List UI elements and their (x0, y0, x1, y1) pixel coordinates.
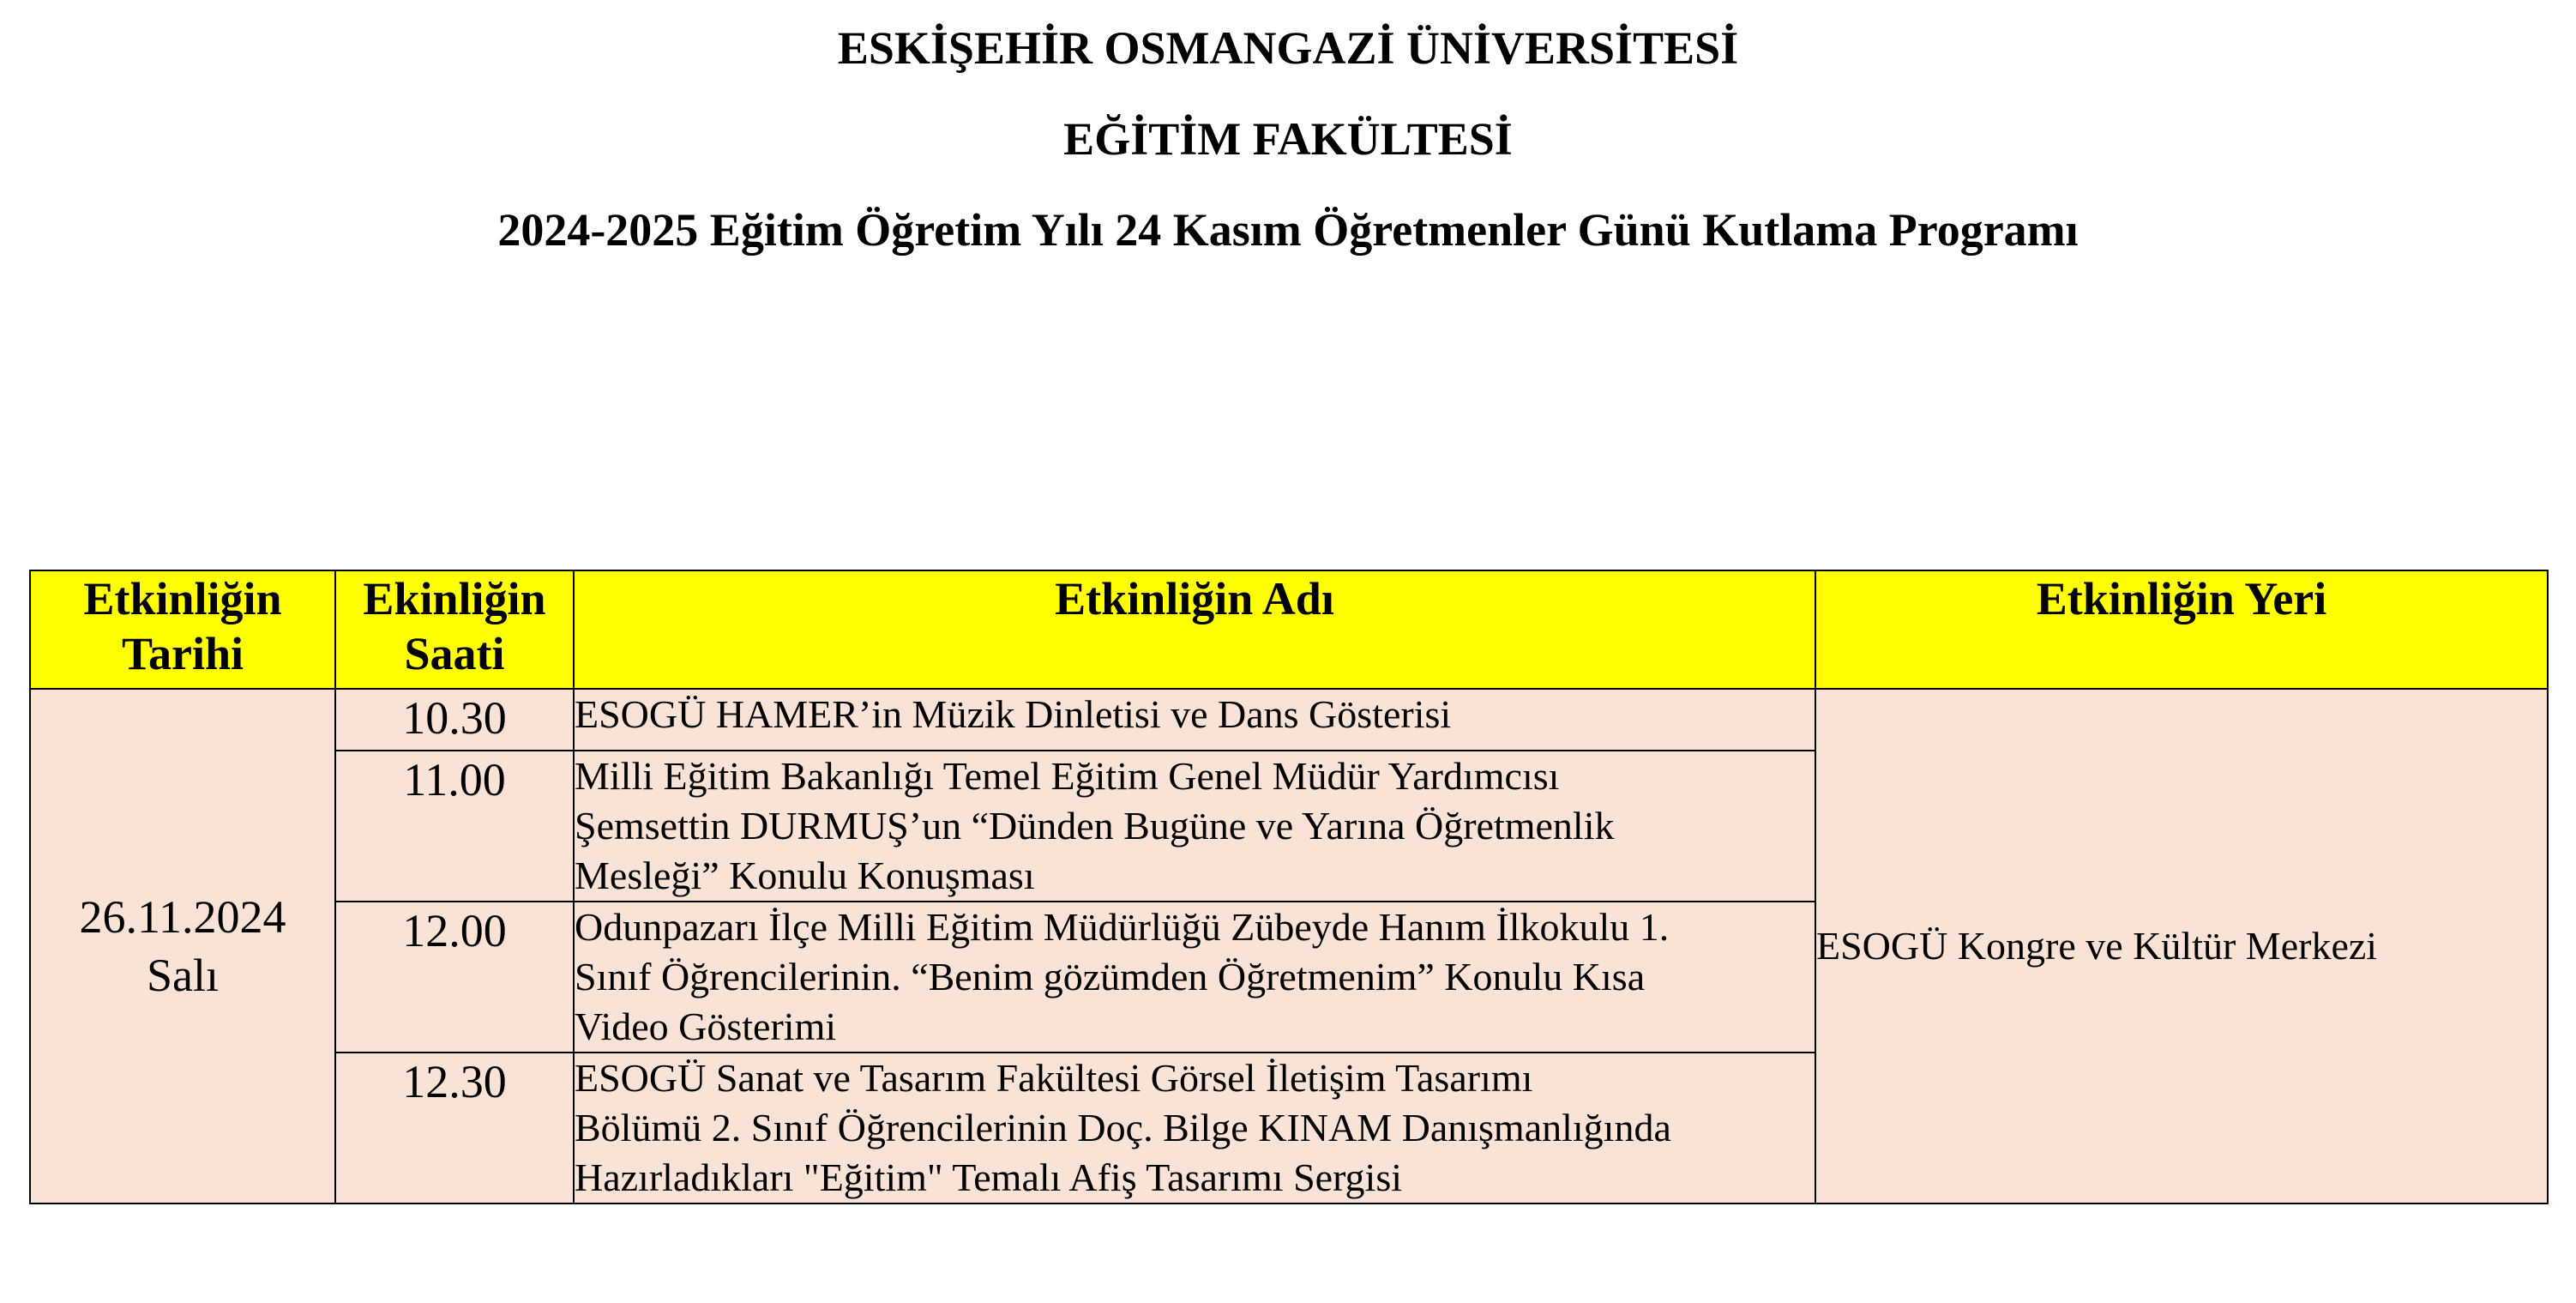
table-row (30, 689, 2548, 751)
event-place: ESOGÜ Kongre ve Kültür Merkezi (1815, 689, 2548, 1203)
event-date: 26.11.2024 (79, 891, 286, 943)
event-name-line: Milli Eğitim Bakanlığı Temel Eğitim Genel Müdür Yardımcısı (575, 754, 1560, 798)
column-header-date-line1: Etkinliğin (83, 573, 282, 624)
column-header-name: Etkinliğin Adı (574, 570, 1815, 689)
event-day: Salı (146, 950, 219, 1001)
event-name-cell (574, 902, 1815, 1053)
event-name-line: Şemsettin DURMUŞ’un “Dünden Bugüne ve Yarına Öğretmenlik (575, 804, 1615, 848)
event-name-line: Mesleği” Konulu Konuşması (575, 854, 1035, 897)
event-time: 12.30 (335, 1053, 574, 1203)
event-name-line: ESOGÜ Sanat ve Tasarım Fakültesi Görsel İletişim Tasarımı (575, 1056, 1533, 1100)
program-title: 2024-2025 Eğitim Öğretim Yılı 24 Kasım Öğretmenler Günü Kutlama Programı (497, 204, 2079, 256)
event-name-line: Bölümü 2. Sınıf Öğrencilerinin Doç. Bilge KINAM Danışmanlığında (575, 1106, 1671, 1149)
event-name-cell (574, 1053, 1815, 1203)
column-header-date-line2: Tarihi (121, 628, 244, 679)
event-name-line: Sınıf Öğrencilerinin. “Benim gözümden Öğretmenim” Konulu Kısa (575, 955, 1646, 998)
event-name-cell (574, 689, 1815, 751)
event-name-line: Video Gösterimi (575, 1004, 837, 1048)
column-header-time (335, 570, 574, 689)
faculty-title: EĞİTİM FAKÜLTESİ (1063, 113, 1513, 165)
event-time: 10.30 (335, 689, 574, 751)
column-header-time-line1: Ekinliğin (363, 573, 546, 624)
event-time: 12.00 (335, 902, 574, 1053)
event-name-line: ESOGÜ HAMER’in Müzik Dinletisi ve Dans Gösterisi (575, 692, 1452, 736)
column-header-time-line2: Saati (404, 628, 505, 679)
event-time: 11.00 (335, 751, 574, 902)
event-name-line: Odunpazarı İlçe Milli Eğitim Müdürlüğü Zübeyde Hanım İlkokulu 1. (575, 905, 1670, 949)
event-date-cell (30, 689, 335, 1203)
university-title: ESKİŞEHİR OSMANGAZİ ÜNİVERSİTESİ (837, 22, 1739, 74)
program-table (29, 570, 2549, 1204)
column-header-date (30, 570, 335, 689)
event-name-cell (574, 751, 1815, 902)
column-header-place: Etkinliğin Yeri (1815, 570, 2548, 689)
table-header-row (30, 570, 2548, 689)
event-name-line: Hazırladıkları "Eğitim" Temalı Afiş Tasarımı Sergisi (575, 1155, 1403, 1199)
